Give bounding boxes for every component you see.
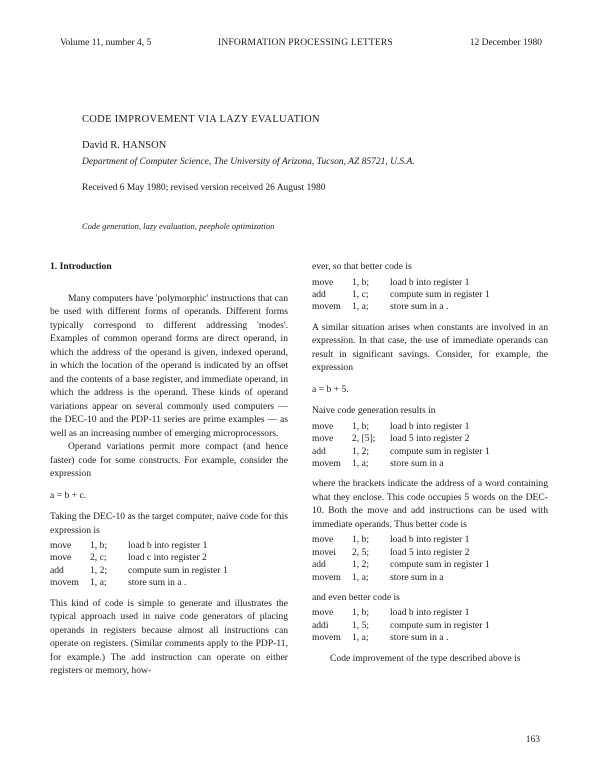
code-comment: store sum in a (390, 457, 444, 469)
code-comment: load b into register 1 (390, 276, 470, 288)
header-volume: Volume 11, number 4, 5 (60, 38, 152, 48)
article-keywords: Code generation, lazy evaluation, peephole optimization (82, 221, 275, 231)
code-comment: load b into register 1 (390, 534, 470, 546)
code-op: move (50, 552, 72, 564)
code-args: 1, a; (352, 571, 369, 583)
code-comment: load b into register 1 (390, 607, 470, 619)
code-args: 2, [5]; (352, 433, 376, 445)
code-block (312, 607, 548, 644)
code-args: 1, 2; (352, 445, 370, 457)
code-comment: store sum in a (390, 571, 444, 583)
code-op: move (312, 534, 334, 546)
expression: a = b + c. (50, 489, 87, 501)
code-args: 1, a; (352, 301, 369, 313)
code-args: 1, b; (352, 276, 370, 288)
paragraph: A similar situation arises when constants are involved in an expression. In that case, the use of immediate operands can result in significant savings. Consider, for example, the expression (312, 321, 548, 374)
code-op: move (312, 433, 334, 445)
left-column (50, 260, 288, 678)
header-journal: INFORMATION PROCESSING LETTERS (218, 38, 393, 48)
code-op: movem (312, 457, 341, 469)
code-args: 1, b; (352, 420, 370, 432)
code-op: movei (312, 546, 336, 558)
code-op: move (50, 540, 72, 551)
right-column (312, 260, 548, 665)
code-args: 1, a; (352, 632, 369, 644)
code-op: move (312, 276, 334, 288)
code-args: 1, c; (352, 288, 369, 300)
code-comment: compute sum in register 1 (128, 564, 228, 576)
article-received: Received 6 May 1980; revised version received 26 August 1980 (82, 183, 326, 193)
code-op: movem (312, 571, 341, 583)
paragraph: Code improvement of the type described above is (330, 652, 521, 664)
code-op: addi (312, 619, 329, 631)
code-comment: compute sum in register 1 (390, 619, 490, 631)
code-args: 1, 5; (352, 619, 370, 631)
code-op: movem (312, 301, 341, 313)
section-heading: 1. Introduction (50, 261, 112, 272)
code-block (312, 277, 548, 314)
code-op: movem (50, 577, 79, 589)
expression: a = b + 5. (312, 383, 349, 395)
code-args: 1, 2; (352, 559, 370, 571)
paragraph: Operand variations permit more compact (and hence faster) code for some constructs. For example, consider the expression (50, 441, 288, 479)
code-op: add (50, 564, 64, 576)
code-args: 1, b; (352, 534, 370, 546)
code-comment: compute sum in register 1 (390, 445, 490, 457)
code-comment: store sum in a . (128, 577, 187, 589)
code-op: move (312, 420, 334, 432)
code-comment: load 5 into register 2 (390, 433, 470, 445)
paragraph: where the brackets indicate the address of a word containing what they enclose. This code occupies 5 words on the DEC-10. Both the move and add instructions can be used with immediate operands. Thus better code is (312, 478, 548, 530)
paragraph: Taking the DEC-10 as the target computer, naive code for this expression is (50, 511, 288, 536)
code-op: add (312, 445, 326, 457)
paragraph: Naive code generation results in (312, 405, 436, 417)
paragraph: Many computers have 'polymorphic' instructions that can be used with different forms of operands. Different forms typically correspond to different addressing 'modes'. Examples of common operand forms are direct operand, in which the address of the operand is given, indexed operand, in which the location of the operand is indicated by an offset and the contents of a base register, and immediate operand, in which the address is the operand. These kinds of operand variations appear on several commonly used computers — the DEC-10 and the PDP-11 series are prime examples — as well as an increasing number of emerging microprocessors. (50, 292, 288, 439)
code-comment: load b into register 1 (390, 420, 470, 432)
code-comment: compute sum in register 1 (390, 559, 490, 571)
header-date: 12 December 1980 (469, 38, 542, 48)
article-author: David R. HANSON (82, 140, 167, 151)
code-args: 2, 5; (352, 546, 370, 558)
code-op: add (312, 559, 326, 571)
code-comment: load 5 into register 2 (390, 546, 470, 558)
page-number: 163 (525, 735, 540, 745)
code-comment: load b into register 1 (128, 540, 208, 551)
code-args: 1, b; (90, 540, 108, 551)
code-block (312, 421, 548, 471)
code-args: 1, a; (90, 577, 107, 589)
code-comment: load c into register 2 (128, 552, 207, 564)
paragraph: and even better code is (312, 591, 400, 603)
code-comment: compute sum in register 1 (390, 288, 490, 300)
paragraph: ever, so that better code is (312, 261, 412, 272)
code-args: 1, b; (352, 607, 370, 619)
code-args: 1, a; (352, 457, 369, 469)
paragraph: This kind of code is simple to generate and illustrates the typical approach used in naive code generators of placing operands in registers because almost all instructions can operate on registers. (Similar comments apply to the PDP-11, for example.) The add instruction can operate on either registers or memory, how- (50, 597, 288, 677)
code-args: 2, c; (90, 552, 107, 564)
code-block (312, 534, 548, 584)
code-block (50, 540, 288, 590)
article-affiliation: Department of Computer Science, The University of Arizona, Tucson, AZ 85721, U.S.A. (82, 157, 415, 167)
code-comment: store sum in a . (390, 632, 449, 644)
article-title: CODE IMPROVEMENT VIA LAZY EVALUATION (82, 114, 320, 125)
code-comment: store sum in a . (390, 301, 449, 313)
code-op: movem (312, 632, 341, 644)
code-op: move (312, 607, 334, 619)
code-args: 1, 2; (90, 564, 108, 576)
code-op: add (312, 288, 326, 300)
